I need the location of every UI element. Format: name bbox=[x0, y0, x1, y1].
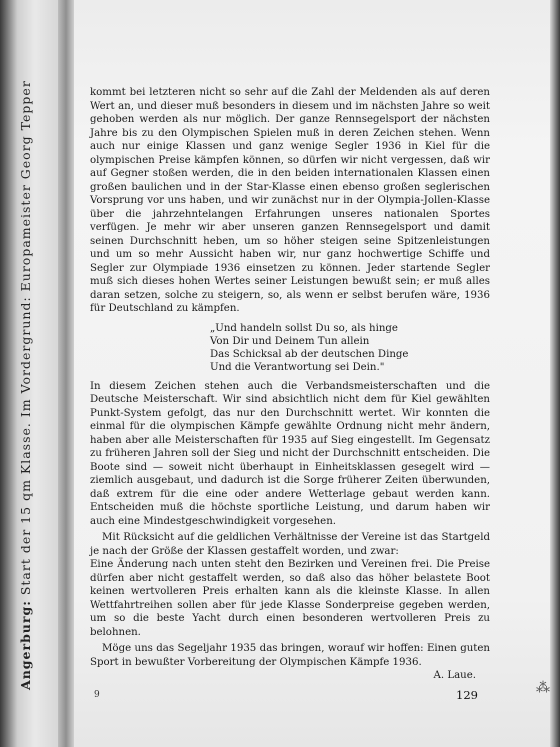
page-number: 129 bbox=[456, 688, 478, 702]
poem-line: Das Schicksal ab der deutschen Dinge bbox=[210, 348, 409, 360]
poem-quote bbox=[210, 322, 490, 374]
page-body bbox=[90, 86, 490, 683]
book-page bbox=[74, 0, 550, 747]
author-signature: A. Laue. bbox=[433, 670, 476, 681]
page-outer-edge bbox=[550, 0, 560, 747]
fold-number: 9 bbox=[94, 690, 100, 700]
poem-line: Von Dir und Deinem Tun allein bbox=[210, 335, 370, 347]
poem-line: Und die Verantwortung sei Dein." bbox=[210, 361, 385, 373]
caption-place: Angerburg: bbox=[18, 600, 33, 690]
photo-caption bbox=[18, 50, 33, 690]
paragraph-4: Eine Änderung nach unten steht den Bezirken und Vereinen frei. Die Preise dürfen aber nicht gestaffelt werden, so daß also das höher belastete Boot keinen wertvolleren Preis erhalten kann als die kleinste Klasse. In allen Wettfahrtreihen sollen aber für jede Klasse Sonderpreise gegeben werden, um so die beste Yacht durch einen besonderen wertvolleren Preis zu belohnen. bbox=[90, 559, 490, 638]
paragraph-1: kommt bei letzteren nicht so sehr auf die Zahl der Meldenden als auf deren Wert an, und dieser muß besonders in diesem und im nächsten Jahre so weit gehoben werden als nur möglich. Der ganze Rennsegelsport der nächsten Jahre bis zu den Olympischen Spielen muß in deren Zeichen stehen. Wenn auch nur einige Klassen und ganz wenige Segler 1936 in Kiel für die olympischen Preise kämpfen können, so dürfen wir nicht vergessen, daß wir auf Gegner stoßen werden, die in den beiden internationalen Klassen einen großen baulichen und in der Star-Klasse einen ebenso großen seglerischen Vorsprung vor uns haben, und wir zunächst nur in der Olympia-Jollen-Klasse über die jahrzehntelangen Erfahrungen unseres nationalen Sportes verfügen. Je mehr wir aber unseren ganzen Rennsegelsport und damit seinen Durchschnitt heben, um so höher steigen seine Spitzenleistungen und um so mehr Aussicht haben wir, nur ganz hochwertige Schiffe und Segler zur Olympiade 1936 einsetzen zu können. Jeder startende Segler muß sich dieses hohen Wertes seiner Leistungen bewußt sein; er muß alles daran setzen, solche zu steigern, so, als wenn er selbst berufen wäre, 1936 für Deutschland zu kämpfen. bbox=[90, 87, 490, 314]
paragraph-5: Möge uns das Segeljahr 1935 das bringen, worauf wir hoffen: Einen guten Sport in bewußter Vorbereitung der Olympischen Kämpfe 1936. bbox=[90, 643, 490, 668]
poem-line: „Und handeln sollst Du so, als hinge bbox=[210, 322, 398, 334]
caption-text: Start der 15 qm Klasse. Im Vordergrund: Europameister Georg Tepper bbox=[18, 80, 33, 596]
paragraph-2: In diesem Zeichen stehen auch die Verbandsmeisterschaften und die Deutsche Meisterschaft. Wir sind absichtlich nicht dem für Kiel gewählten Punkt-System gefolgt, das nur den Durchschnitt wertet. Wir konnten die einmal für die olympischen Kämpfe gewählte Ordnung nicht mehr ändern, haben aber alle Meisterschaften für 1935 auf Sieg eingestellt. Im Gegensatz zu früheren Jahren soll der Sieg und nicht der Durchschnitt entscheiden. Die Boote sind — soweit nicht überhaupt in Einheitsklassen gesegelt wird — ziemlich ausgebaut, und dadurch ist die Sorge früherer Zeiten überwunden, daß extrem für die eine oder andere Wetterlage gebaut werden kann. Entscheiden muß die höchste sportliche Leistung, und darum haben wir auch eine Mindestgeschwindigkeit vorgesehen. bbox=[90, 380, 490, 527]
paragraph-3: Mit Rücksicht auf die geldlichen Verhältnisse der Vereine ist das Startgeld je nach der Größe der Klassen gestaffelt worden, und zwar: bbox=[90, 532, 490, 557]
book-gutter bbox=[58, 0, 74, 747]
paper-blemish: ⁂ bbox=[536, 680, 550, 696]
